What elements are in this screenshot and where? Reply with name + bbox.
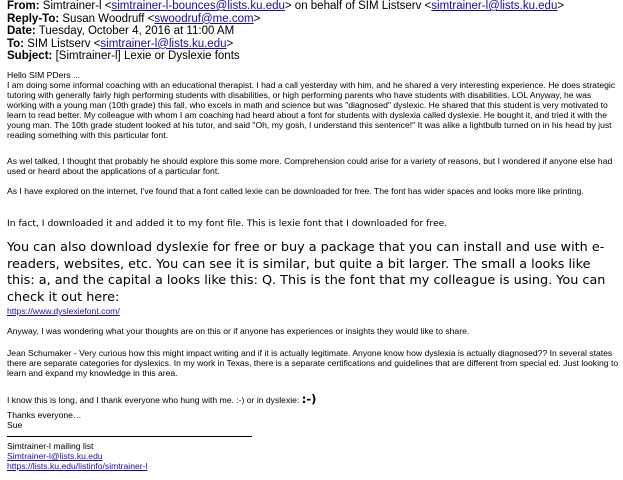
footer (7, 441, 619, 471)
signature: Sue (7, 420, 23, 430)
paragraph-6: Anyway, I was wondering what your thoughts are on this or if anyone has experiences or insights they would like to share. (7, 326, 470, 336)
paragraph-2: As wel talked, I thought that probably he should explore this some more. Comprehension could arise for a variety of reasons, but I wondered if anyone else had used or heard about the applications of a particular font. (7, 156, 613, 177)
to-name: SIM Listserv < (27, 37, 101, 50)
date-value: Tuesday, October 4, 2016 at 11:00 AM (38, 25, 235, 38)
from-close: > (557, 0, 565, 12)
reply-to-close: > (253, 12, 261, 25)
from-label: From: (7, 0, 40, 12)
subject-row (7, 50, 619, 63)
mailing-list-email-link[interactable]: Simtrainer-l@lists.ku.edu (7, 451, 103, 462)
from-on-behalf: > on behalf of SIM Listserv < (284, 0, 432, 12)
footer-divider (7, 436, 252, 437)
from-sender: Simtrainer-l < (42, 0, 112, 12)
mailing-list-name: Simtrainer-l mailing list (7, 441, 94, 451)
subject-label: Subject: (7, 50, 53, 63)
sign-off: Thanks everyone… (7, 410, 82, 420)
subject-value: [Simtrainer-l] Lexie or Dyslexie fonts (55, 50, 240, 63)
paragraph-7: Jean Schumaker - Very curious how this might impact writing and if it is actually legitimate. Anyone know how dyslexia is actually diagnosed?? In several states there are separate categories for dyslexics. In my work in Texas, there is a separate certifications and guidelines that are different from special ed. Just looking to learn and expand my knowledge in this area. (7, 348, 619, 379)
paragraph-1: I am doing some informal coaching with an educational therapist. I had a call yesterday with him, and he shared a very interesting experience. He does strategic tutoring with generally fairly high performing students with disabilities, or high performing parents who have students with disabilities. LOL Anyway, he was working with a young man (10th grade) this fall, who excels in math and science but was "diagnosed" dyslexic. He shared that this student is very motivated to learn to read better. My colleague with whom I am coaching had heard about a font for students with dyslexia called dyslexie. He bought it, and tried it with the young man. The 10th grade student looked at his tutor, and said "Oh, my gosh, I understand this sentence!" It was alike a lightbulb turned on in his head by just reading something with this particular font. (7, 80, 616, 141)
to-label: To: (7, 37, 25, 50)
from-listserv-link[interactable]: simtrainer-l@lists.ku.edu (431, 0, 558, 12)
paragraph-5-dyslexie: You can also download dyslexie for free or buy a package that you can install and use with e-readers, websites, etc. You can see it is similar, but quite a bit larger. The small a looks like this: a, and the capital a looks like this: Q. This is the font that my colleague is using. You can check it out here: (7, 240, 606, 305)
date-row (7, 25, 619, 38)
reply-to-email-link[interactable]: swoodruf@me.com (154, 12, 254, 25)
date-label: Date: (7, 25, 36, 38)
mailing-list-url-link[interactable]: https://lists.ku.edu/listinfo/simtrainer-l (7, 461, 148, 472)
paragraph-4-lexie: In fact, I downloaded it and added it to my font file. This is lexie font that I downloaded for free. (7, 218, 448, 229)
dyslexie-font-link[interactable]: https://www.dyslexiefont.com/ (7, 306, 120, 316)
paragraph-3: As I have explored on the internet, I've found that a font called lexie can be downloaded for free. The font has wider spaces and looks more like printing. (7, 186, 584, 196)
greeting: Hello SIM PDers ... (7, 70, 81, 80)
reply-to-row (7, 13, 619, 26)
to-close: > (226, 37, 234, 50)
email-header (7, 0, 619, 63)
paragraph-5 (7, 240, 619, 316)
from-email-link[interactable]: simtrainer-l-bounces@lists.ku.edu (111, 0, 285, 12)
dyslexie-smiley: :-) (301, 392, 317, 406)
closing-text: I know this is long, and I thank everyone who hung with me. :-) or in dyslexie: (7, 395, 302, 405)
to-email-link[interactable]: simtrainer-l@lists.ku.edu (100, 37, 227, 50)
reply-to-label: Reply-To: (7, 12, 60, 25)
paragraph-8 (7, 394, 619, 405)
from-row (7, 0, 619, 13)
reply-to-name: Susan Woodruff < (62, 12, 155, 25)
to-row (7, 38, 619, 51)
